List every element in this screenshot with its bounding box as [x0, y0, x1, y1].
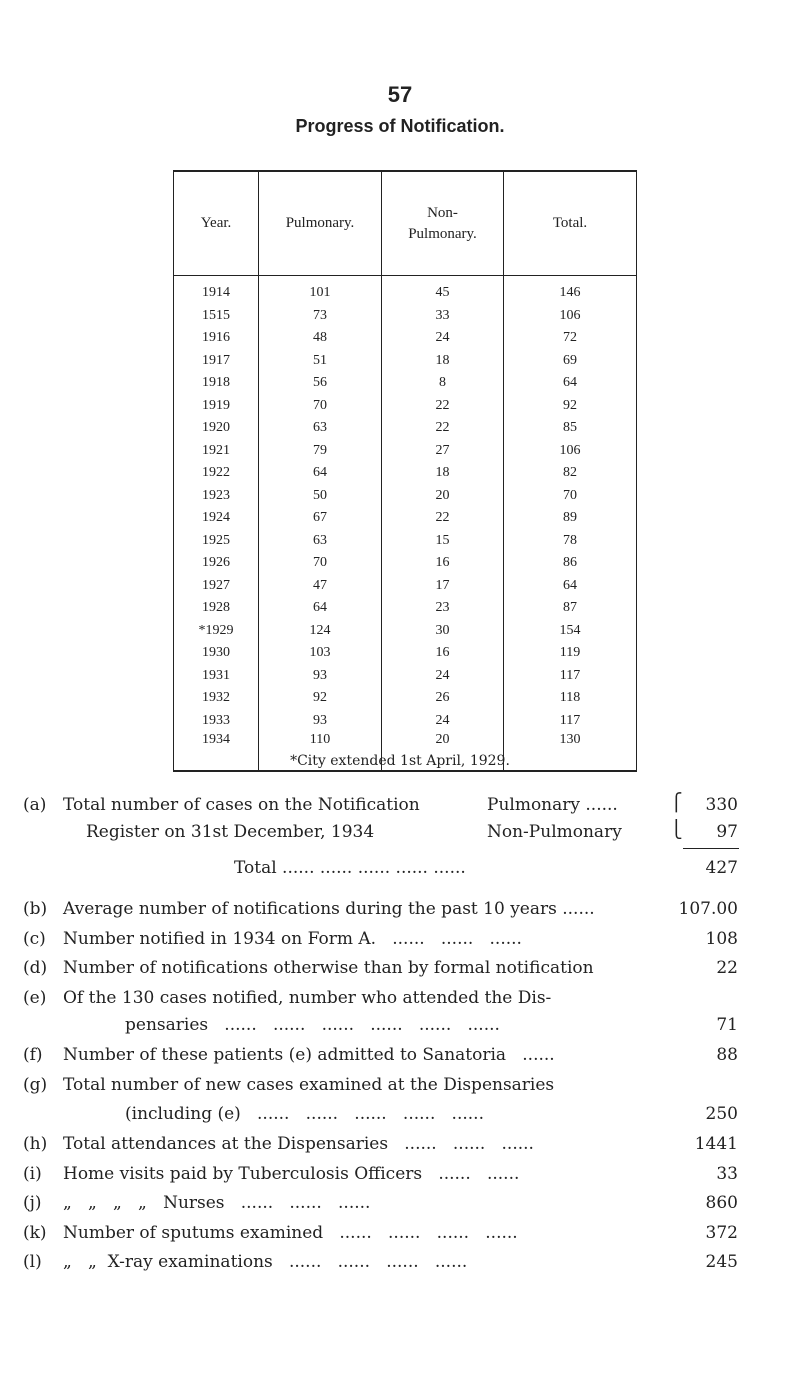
table-cell: 30 — [382, 620, 504, 643]
list-item — [0, 1223, 800, 1249]
item-a-total — [0, 858, 800, 884]
table-cell: 1932 — [174, 687, 259, 710]
table-row — [174, 620, 637, 643]
item-value: 33 — [716, 1164, 738, 1184]
item-text: Average number of notifications during the past 10 years ...... — [63, 899, 595, 919]
table-cell: 1928 — [174, 597, 259, 620]
table-cell: 118 — [504, 687, 637, 710]
table-cell: 117 — [504, 710, 637, 733]
table-cell: 87 — [504, 597, 637, 620]
item-value: 245 — [705, 1252, 738, 1272]
table-cell: 85 — [504, 417, 637, 440]
item-letter: (g) — [23, 1075, 48, 1095]
table-cell: 1920 — [174, 417, 259, 440]
table-cell: 1921 — [174, 440, 259, 463]
list-item — [0, 958, 800, 984]
table-cell: *1929 — [174, 620, 259, 643]
table-cell: 16 — [382, 642, 504, 665]
table-row — [174, 710, 637, 733]
total-value: 427 — [705, 858, 738, 878]
table-cell: 50 — [259, 485, 382, 508]
list-item — [0, 929, 800, 955]
item-text: Number of these patients (e) admitted to Sanatoria ...... — [63, 1045, 555, 1065]
table-cell: 20 — [382, 732, 504, 771]
table-row — [174, 507, 637, 530]
item-letter: (a) — [23, 795, 47, 815]
item-letter: (f) — [23, 1045, 43, 1065]
table-row — [174, 485, 637, 508]
table-cell: 22 — [382, 417, 504, 440]
table-cell: 8 — [382, 372, 504, 395]
table-row — [174, 530, 637, 553]
total-rule — [683, 848, 739, 849]
item-text: Number of notifications otherwise than by formal notification — [63, 958, 594, 978]
item-value: 22 — [716, 958, 738, 978]
table-cell: 23 — [382, 597, 504, 620]
table-cell: 45 — [382, 276, 504, 305]
item-letter: (j) — [23, 1193, 42, 1213]
table-cell: 51 — [259, 350, 382, 373]
table-cell: 1918 — [174, 372, 259, 395]
page-number: 57 — [387, 82, 413, 107]
table-cell: 154 — [504, 620, 637, 643]
table-cell: 1934 — [174, 732, 259, 771]
table-cell: 70 — [259, 552, 382, 575]
table-cell: 82 — [504, 462, 637, 485]
table-row — [174, 440, 637, 463]
table-cell: 64 — [504, 575, 637, 598]
table-cell: 18 — [382, 462, 504, 485]
table-cell: 17 — [382, 575, 504, 598]
table-cell: 1926 — [174, 552, 259, 575]
table-row — [174, 575, 637, 598]
table-cell: 22 — [382, 395, 504, 418]
table-cell: 1916 — [174, 327, 259, 350]
table-cell: 64 — [504, 372, 637, 395]
list-item — [0, 1193, 800, 1219]
item-text: Of the 130 cases notified, number who attended the Dis- — [63, 988, 552, 1008]
pulmonary-label: Pulmonary ...... — [487, 795, 618, 815]
list-item — [0, 1075, 800, 1101]
item-value: 250 — [705, 1104, 738, 1124]
brace-top: ⎧ — [670, 793, 683, 813]
table-cell: 106 — [504, 440, 637, 463]
table-cell: 130 — [504, 732, 637, 771]
item-text: Number notified in 1934 on Form A. ...... ...... ...... — [63, 929, 522, 949]
table-cell: 1919 — [174, 395, 259, 418]
item-a-line2 — [0, 822, 800, 848]
item-text: „ „ X-ray examinations ...... ...... ...... ...... — [63, 1252, 468, 1272]
item-value: 860 — [705, 1193, 738, 1213]
table-cell: 1930 — [174, 642, 259, 665]
list-item — [0, 1164, 800, 1190]
list-item — [0, 988, 800, 1014]
item-text: Total number of new cases examined at the Dispensaries — [63, 1075, 555, 1095]
table-cell: 56 — [259, 372, 382, 395]
table-cell: 93 — [259, 710, 382, 733]
table-cell: 89 — [504, 507, 637, 530]
table-cell: 86 — [504, 552, 637, 575]
table-cell: 92 — [504, 395, 637, 418]
list-item — [0, 1134, 800, 1160]
table-cell: 101 — [259, 276, 382, 305]
table-row — [174, 687, 637, 710]
table-row — [174, 395, 637, 418]
table-row — [174, 462, 637, 485]
table-cell: 92 — [259, 687, 382, 710]
table-cell: 15 — [382, 530, 504, 553]
item-text: Number of sputums examined ...... ...... ...... ...... — [63, 1223, 518, 1243]
table-cell: 1515 — [174, 305, 259, 328]
table-cell: 124 — [259, 620, 382, 643]
table-cell: 1923 — [174, 485, 259, 508]
table-row — [174, 327, 637, 350]
table-cell: 1917 — [174, 350, 259, 373]
column-header: Pulmonary. — [259, 171, 382, 276]
table-cell: 24 — [382, 327, 504, 350]
item-value: 71 — [716, 1015, 738, 1035]
item-letter: (k) — [23, 1223, 47, 1243]
list-item — [0, 1104, 800, 1130]
table-cell: 1927 — [174, 575, 259, 598]
table-row — [174, 305, 637, 328]
table-cell: 26 — [382, 687, 504, 710]
item-letter: (e) — [23, 988, 47, 1008]
table-cell: 33 — [382, 305, 504, 328]
item-letter: (i) — [23, 1164, 42, 1184]
table-cell: 64 — [259, 597, 382, 620]
notification-table — [173, 170, 637, 772]
page-title: Progress of Notification. — [295, 116, 505, 136]
table-cell: 119 — [504, 642, 637, 665]
item-letter: (l) — [23, 1252, 42, 1272]
brace-bottom: ⎩ — [670, 820, 683, 840]
table-cell: 20 — [382, 485, 504, 508]
item-text: (including (e) ...... ...... ...... ...... ...... — [125, 1104, 484, 1124]
column-header: Year. — [174, 171, 259, 276]
item-value: 1441 — [694, 1134, 738, 1154]
table-cell: 16 — [382, 552, 504, 575]
list-item — [0, 1045, 800, 1071]
table-cell: 48 — [259, 327, 382, 350]
table-cell: 63 — [259, 417, 382, 440]
table-cell: 117 — [504, 665, 637, 688]
table-row — [174, 552, 637, 575]
item-value: 88 — [716, 1045, 738, 1065]
item-value: 107.00 — [678, 899, 738, 919]
table-cell: 70 — [504, 485, 637, 508]
item-text: Total attendances at the Dispensaries ...... ...... ...... — [63, 1134, 534, 1154]
table-cell: 27 — [382, 440, 504, 463]
table-cell: 70 — [259, 395, 382, 418]
item-letter: (b) — [23, 899, 48, 919]
table-body — [174, 276, 637, 772]
column-header: Non- Pulmonary. — [382, 171, 504, 276]
table-cell: 103 — [259, 642, 382, 665]
table-cell: 72 — [504, 327, 637, 350]
table-row — [174, 417, 637, 440]
table-cell: 24 — [382, 665, 504, 688]
table-cell: 64 — [259, 462, 382, 485]
table-row — [174, 597, 637, 620]
item-text: Register on 31st December, 1934 — [86, 822, 375, 842]
non-pulmonary-value: 97 — [716, 822, 738, 842]
table-cell: 1925 — [174, 530, 259, 553]
column-header: Total. — [504, 171, 637, 276]
item-letter: (c) — [23, 929, 46, 949]
table-cell: 73 — [259, 305, 382, 328]
item-text: „ „ „ „ Nurses ...... ...... ...... — [63, 1193, 371, 1213]
table-header-row — [174, 171, 637, 276]
list-item — [0, 899, 800, 925]
footnote: *City extended 1st April, 1929. — [290, 753, 510, 769]
table-cell: 1914 — [174, 276, 259, 305]
item-value: 108 — [705, 929, 738, 949]
item-a-line1 — [0, 795, 800, 821]
item-value: 372 — [705, 1223, 738, 1243]
table-cell: 22 — [382, 507, 504, 530]
table-row — [174, 642, 637, 665]
table-cell: 47 — [259, 575, 382, 598]
table-cell: 146 — [504, 276, 637, 305]
table-cell: 24 — [382, 710, 504, 733]
table-cell: 1931 — [174, 665, 259, 688]
total-label: Total ...... ...... ...... ...... ...... — [234, 858, 466, 878]
item-text: pensaries ...... ...... ...... ...... ...... ...... — [125, 1015, 500, 1035]
table-cell: 1924 — [174, 507, 259, 530]
item-letter: (h) — [23, 1134, 48, 1154]
table-row — [174, 372, 637, 395]
table-row — [174, 350, 637, 373]
table-cell: 79 — [259, 440, 382, 463]
table-cell: 63 — [259, 530, 382, 553]
table-cell: 1933 — [174, 710, 259, 733]
item-letter: (d) — [23, 958, 48, 978]
non-pulmonary-label: Non-Pulmonary — [487, 822, 622, 842]
table-cell: 110 — [259, 732, 382, 771]
item-text: Total number of cases on the Notification — [63, 795, 420, 815]
table-row — [174, 276, 637, 305]
pulmonary-value: 330 — [705, 795, 738, 815]
table-cell: 93 — [259, 665, 382, 688]
table-cell: 69 — [504, 350, 637, 373]
list-item — [0, 1015, 800, 1041]
table-row — [174, 665, 637, 688]
table-cell: 78 — [504, 530, 637, 553]
table-cell: 1922 — [174, 462, 259, 485]
table-cell: 106 — [504, 305, 637, 328]
item-text: Home visits paid by Tuberculosis Officers ...... ...... — [63, 1164, 520, 1184]
table-cell: 67 — [259, 507, 382, 530]
list-item — [0, 1252, 800, 1278]
table-cell: 18 — [382, 350, 504, 373]
